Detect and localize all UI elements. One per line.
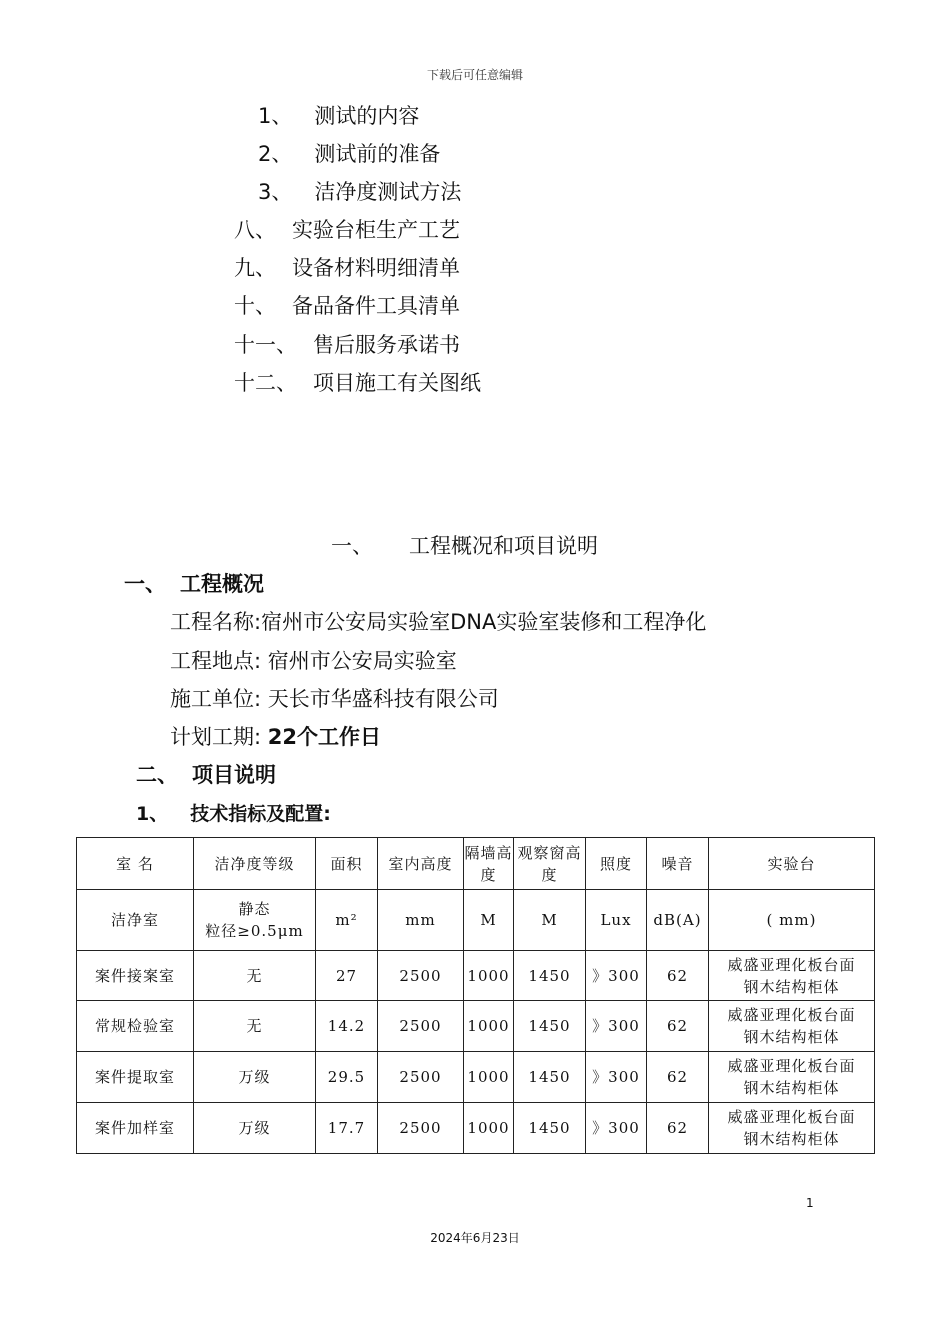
unit-cell: mm — [378, 890, 464, 951]
toc-item-label: 项目施工有关图纸 — [313, 371, 481, 395]
section-heading — [331, 530, 598, 560]
construction-unit-line: 施工单位: 天长市华盛科技有限公司 — [170, 687, 499, 711]
unit-cell: ( mm) — [709, 890, 875, 951]
toc-item-num: 十、 — [234, 294, 276, 318]
header-cell: 隔墙高度 — [464, 838, 514, 890]
unit-cell: Lux — [586, 890, 647, 951]
table-cell: 1450 — [514, 951, 586, 1001]
toc-item-num: 3、 — [258, 180, 293, 204]
table-cell: 2500 — [378, 1052, 464, 1103]
spec-table — [76, 837, 875, 1154]
table-cell: 1450 — [514, 1001, 586, 1052]
header-cell: 面积 — [316, 838, 378, 890]
table-cell: 62 — [647, 951, 709, 1001]
unit-cell: 静态 粒径≥0.5μm — [194, 890, 316, 951]
schedule-line — [170, 721, 381, 751]
toc-item — [258, 100, 419, 130]
overview-title: 工程概况 — [180, 572, 264, 596]
toc-item-label: 测试前的准备 — [314, 142, 441, 166]
table-cell: 万级 — [194, 1103, 316, 1154]
table-header-row — [77, 838, 875, 890]
overview-heading — [124, 568, 264, 598]
table-unit-row — [77, 890, 875, 951]
toc-item — [258, 176, 461, 206]
table-cell: 62 — [647, 1052, 709, 1103]
overview-number: 一、 — [124, 572, 166, 596]
toc-item — [234, 367, 481, 397]
page-number: 1 — [806, 1196, 814, 1210]
project-title: 项目说明 — [192, 763, 276, 787]
table-cell: 威盛亚理化板台面 钢木结构柜体 — [709, 951, 875, 1001]
project-site-line: 工程地点: 宿州市公安局实验室 — [170, 649, 457, 673]
table-cell: 威盛亚理化板台面 钢木结构柜体 — [709, 1103, 875, 1154]
table-row — [77, 951, 875, 1001]
table-cell: 》300 — [586, 1103, 647, 1154]
page-header: 下载后可任意编辑 — [426, 68, 523, 82]
table-cell: 常规检验室 — [77, 1001, 194, 1052]
project-number: 二、 — [136, 763, 178, 787]
table-cell: 14.2 — [316, 1001, 378, 1052]
table-cell: 27 — [316, 951, 378, 1001]
spec-subheading — [136, 799, 331, 826]
unit-cell: 洁净室 — [77, 890, 194, 951]
unit-cell: M — [464, 890, 514, 951]
table-cell: 62 — [647, 1001, 709, 1052]
table-row — [77, 1001, 875, 1052]
toc-item — [258, 138, 440, 168]
table-cell: 29.5 — [316, 1052, 378, 1103]
table-cell: 威盛亚理化板台面 钢木结构柜体 — [709, 1052, 875, 1103]
table-cell: 1450 — [514, 1103, 586, 1154]
toc-item-num: 1、 — [258, 104, 293, 128]
table-cell: 2500 — [378, 1103, 464, 1154]
toc-item-label: 售后服务承诺书 — [313, 333, 460, 357]
unit-cell: dB(A) — [647, 890, 709, 951]
table-cell: 1000 — [464, 1103, 514, 1154]
table-cell: 》300 — [586, 1001, 647, 1052]
toc-item-num: 十一、 — [234, 333, 297, 357]
unit-cell: m² — [316, 890, 378, 951]
section-number: 一、 — [331, 534, 373, 558]
table-cell: 无 — [194, 951, 316, 1001]
header-cell: 室内高度 — [378, 838, 464, 890]
toc-item — [234, 329, 460, 359]
header-cell: 照度 — [586, 838, 647, 890]
table-cell: 62 — [647, 1103, 709, 1154]
project-name-line: 工程名称:宿州市公安局实验室DNA实验室装修和工程净化 — [170, 610, 707, 634]
toc-item-num: 十二、 — [234, 371, 297, 395]
toc-item-label: 测试的内容 — [314, 104, 420, 128]
section-title: 工程概况和项目说明 — [409, 534, 598, 558]
toc-item-label: 实验台柜生产工艺 — [292, 218, 460, 242]
table-cell: 案件加样室 — [77, 1103, 194, 1154]
toc-item — [234, 290, 460, 320]
table-cell: 》300 — [586, 951, 647, 1001]
table-cell: 》300 — [586, 1052, 647, 1103]
toc-item-num: 九、 — [234, 256, 276, 280]
schedule-label: 计划工期: — [170, 725, 268, 749]
toc-item — [234, 214, 460, 244]
table-cell: 17.7 — [316, 1103, 378, 1154]
toc-item-num: 八、 — [234, 218, 276, 242]
table-cell: 1450 — [514, 1052, 586, 1103]
header-cell: 噪音 — [647, 838, 709, 890]
toc-item-num: 2、 — [258, 142, 293, 166]
header-cell: 实验台 — [709, 838, 875, 890]
table-cell: 案件提取室 — [77, 1052, 194, 1103]
table-cell: 威盛亚理化板台面 钢木结构柜体 — [709, 1001, 875, 1052]
toc-item-label: 洁净度测试方法 — [314, 180, 462, 204]
schedule-value: 22个工作日 — [267, 725, 381, 749]
table-cell: 1000 — [464, 1001, 514, 1052]
toc-item-label: 设备材料明细清单 — [292, 256, 460, 280]
project-heading — [136, 759, 276, 789]
table-cell: 2500 — [378, 951, 464, 1001]
table-cell: 无 — [194, 1001, 316, 1052]
header-cell: 室 名 — [77, 838, 194, 890]
toc-item — [234, 252, 460, 282]
footer-date: 2024年6月23日 — [430, 1231, 520, 1245]
spec-subheading-number: 1、 — [136, 803, 169, 825]
table-cell: 1000 — [464, 1052, 514, 1103]
table-cell: 案件接案室 — [77, 951, 194, 1001]
toc-item-label: 备品备件工具清单 — [292, 294, 460, 318]
header-cell: 洁净度等级 — [194, 838, 316, 890]
spec-subheading-title: 技术指标及配置: — [190, 803, 331, 825]
table-row — [77, 1052, 875, 1103]
header-cell: 观察窗高度 — [514, 838, 586, 890]
table-cell: 万级 — [194, 1052, 316, 1103]
unit-cell: M — [514, 890, 586, 951]
table-cell: 2500 — [378, 1001, 464, 1052]
table-cell: 1000 — [464, 951, 514, 1001]
table-row — [77, 1103, 875, 1154]
